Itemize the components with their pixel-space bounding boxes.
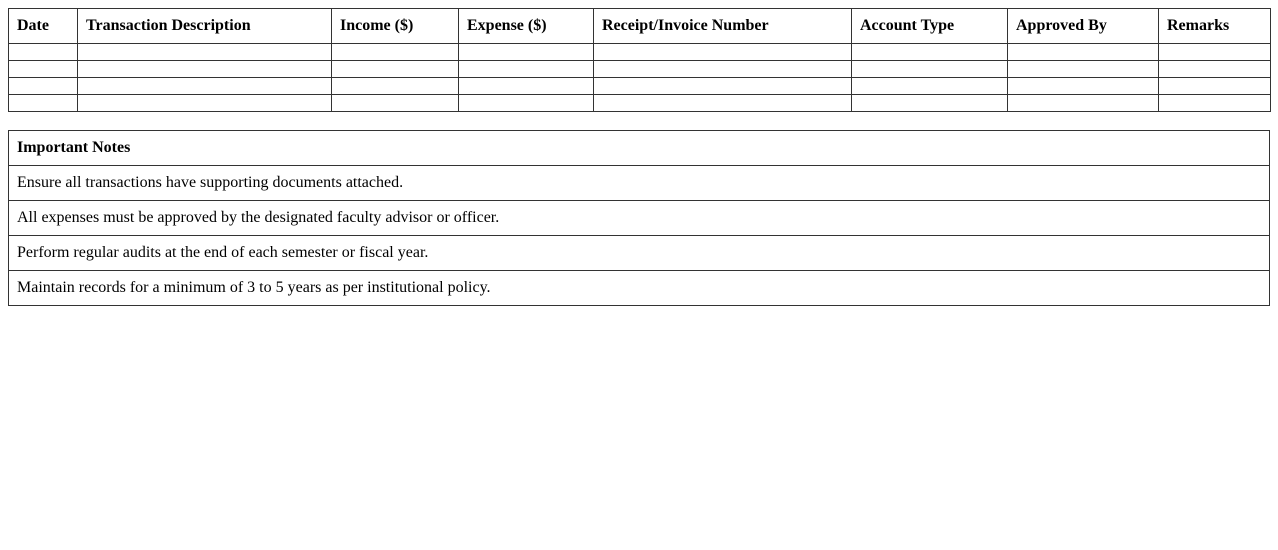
cell-receipt-invoice-number[interactable]: [594, 95, 852, 112]
table-row: [9, 78, 1271, 95]
note-text: Perform regular audits at the end of each semester or fiscal year.: [9, 236, 1270, 271]
column-header-income: Income ($): [332, 9, 459, 44]
column-header-expense: Expense ($): [459, 9, 594, 44]
cell-date[interactable]: [9, 78, 78, 95]
cell-date[interactable]: [9, 95, 78, 112]
notes-header-row: [9, 131, 1270, 166]
cell-approved-by[interactable]: [1008, 78, 1159, 95]
table-row: [9, 95, 1271, 112]
table-row: [9, 44, 1271, 61]
ledger-header-row: [9, 9, 1271, 44]
table-row: [9, 61, 1271, 78]
note-text: Maintain records for a minimum of 3 to 5 years as per institutional policy.: [9, 271, 1270, 306]
column-header-remarks: Remarks: [1159, 9, 1271, 44]
cell-receipt-invoice-number[interactable]: [594, 61, 852, 78]
important-notes-table: [8, 130, 1270, 306]
cell-date[interactable]: [9, 44, 78, 61]
cell-expense[interactable]: [459, 44, 594, 61]
column-header-date: Date: [9, 9, 78, 44]
cell-receipt-invoice-number[interactable]: [594, 44, 852, 61]
cell-income[interactable]: [332, 44, 459, 61]
cell-expense[interactable]: [459, 61, 594, 78]
list-item: [9, 271, 1270, 306]
note-text: All expenses must be approved by the designated faculty advisor or officer.: [9, 201, 1270, 236]
cell-income[interactable]: [332, 95, 459, 112]
cell-account-type[interactable]: [852, 95, 1008, 112]
column-header-receipt-invoice-number: Receipt/Invoice Number: [594, 9, 852, 44]
cell-income[interactable]: [332, 61, 459, 78]
cell-receipt-invoice-number[interactable]: [594, 78, 852, 95]
cell-remarks[interactable]: [1159, 44, 1271, 61]
column-header-account-type: Account Type: [852, 9, 1008, 44]
cell-approved-by[interactable]: [1008, 95, 1159, 112]
cell-transaction-description[interactable]: [78, 95, 332, 112]
cell-transaction-description[interactable]: [78, 61, 332, 78]
cell-remarks[interactable]: [1159, 61, 1271, 78]
cell-approved-by[interactable]: [1008, 61, 1159, 78]
list-item: [9, 201, 1270, 236]
cell-income[interactable]: [332, 78, 459, 95]
cell-account-type[interactable]: [852, 61, 1008, 78]
cell-expense[interactable]: [459, 78, 594, 95]
column-header-transaction-description: Transaction Description: [78, 9, 332, 44]
notes-title: Important Notes: [9, 131, 1270, 166]
cell-transaction-description[interactable]: [78, 78, 332, 95]
list-item: [9, 236, 1270, 271]
cell-transaction-description[interactable]: [78, 44, 332, 61]
cell-expense[interactable]: [459, 95, 594, 112]
cell-remarks[interactable]: [1159, 78, 1271, 95]
cell-approved-by[interactable]: [1008, 44, 1159, 61]
cell-account-type[interactable]: [852, 44, 1008, 61]
cell-account-type[interactable]: [852, 78, 1008, 95]
note-text: Ensure all transactions have supporting documents attached.: [9, 166, 1270, 201]
cell-date[interactable]: [9, 61, 78, 78]
list-item: [9, 166, 1270, 201]
transaction-ledger-table: [8, 8, 1271, 112]
column-header-approved-by: Approved By: [1008, 9, 1159, 44]
cell-remarks[interactable]: [1159, 95, 1271, 112]
